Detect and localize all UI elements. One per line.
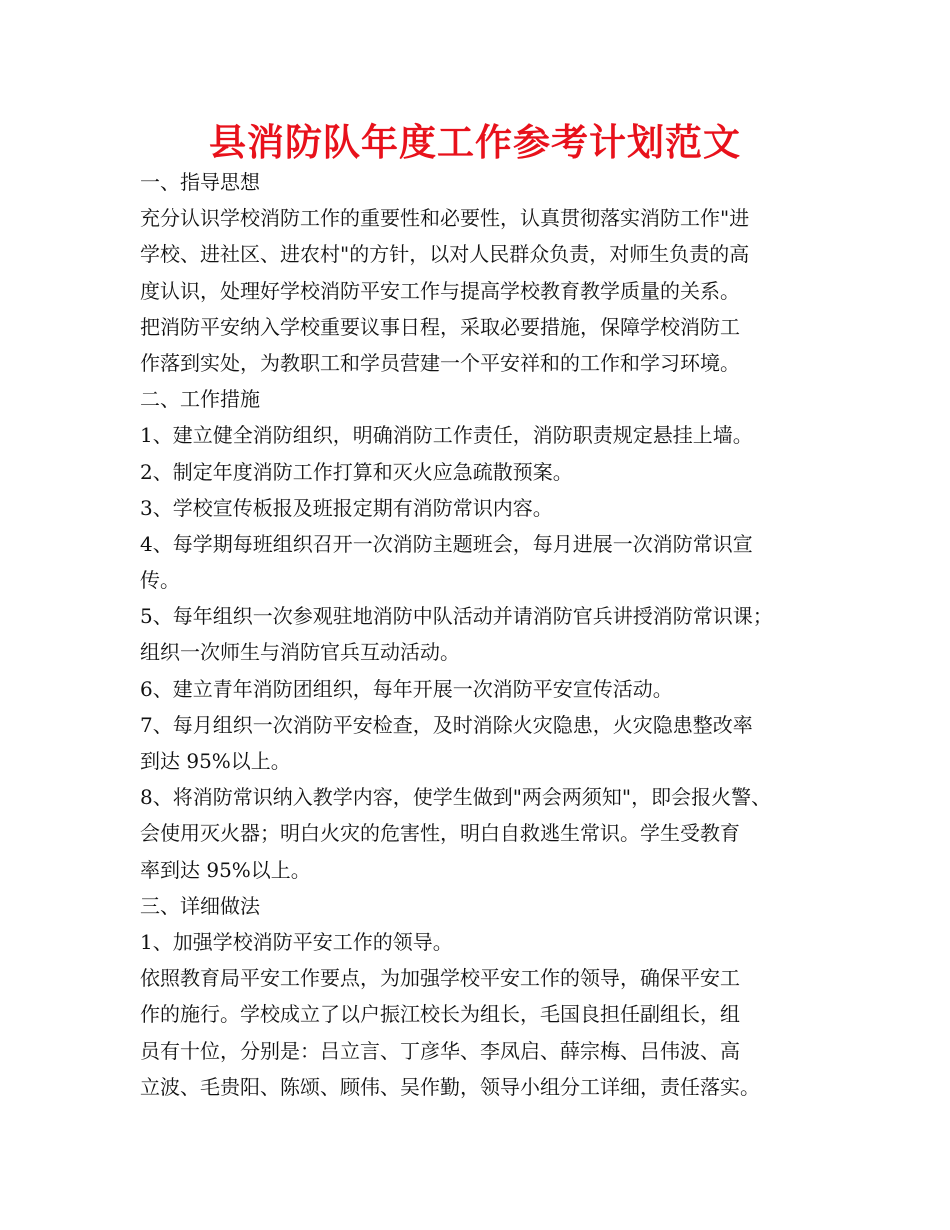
list-item-line: 2、制定年度消防工作打算和灭火应急疏散预案。 [140,459,573,484]
paragraph-line: 依照教育局平安工作要点，为加强学校平安工作的领导，确保平安工 [140,966,740,991]
list-item-line: 1、加强学校消防平安工作的领导。 [140,929,453,954]
list-item-line: 1、建立健全消防组织，明确消防工作责任，消防职责规定悬挂上墙。 [140,423,753,448]
list-item-line: 8、将消防常识纳入教学内容，使学生做到"两会两须知"，即会报火警、 [140,785,772,810]
paragraph-line: 充分认识学校消防工作的重要性和必要性，认真贯彻落实消防工作"进 [140,206,750,231]
section-heading-detailed-methods: 三、详细做法 [140,893,260,918]
section-heading-guiding-ideology: 一、指导思想 [140,170,260,194]
list-item-line: 率到达 95%以上。 [140,857,311,882]
paragraph-line: 学校、进社区、进农村"的方针，以对人民群众负责，对师生负责的高 [140,242,750,267]
list-item-line: 组织一次师生与消防官兵互动活动。 [140,640,460,665]
paragraph-line: 作的施行。学校成立了以户振江校长为组长，毛国良担任副组长，组 [140,1002,740,1027]
paragraph-line: 立波、毛贵阳、陈颂、顾伟、吴作勤，领导小组分工详细，责任落实。 [140,1074,760,1099]
paragraph-line: 度认识，处理好学校消防平安工作与提高学校教育教学质量的关系。 [140,278,740,303]
list-item-line: 传。 [140,568,180,593]
paragraph-line: 把消防平安纳入学校重要议事日程，采取必要措施，保障学校消防工 [140,314,740,339]
document-body [140,164,830,1105]
list-item-line: 3、学校宣传板报及班报定期有消防常识内容。 [140,495,553,520]
section-heading-work-measures: 二、工作措施 [140,387,260,412]
paragraph-line: 作落到实处，为教职工和学员营建一个平安祥和的工作和学习环境。 [140,350,740,375]
list-item-line: 6、建立青年消防团组织，每年开展一次消防平安宣传活动。 [140,676,673,701]
list-item-line: 7、每月组织一次消防平安检查，及时消除火灾隐患，火灾隐患整改率 [140,712,753,737]
document-title: 县消防队年度工作参考计划范文 [209,121,741,164]
list-item-line: 会使用灭火器；明白火灾的危害性，明白自救逃生常识。学生受教育 [140,821,740,846]
list-item-line: 4、每学期每班组织召开一次消防主题班会，每月进展一次消防常识宣 [140,531,753,556]
list-item-line: 到达 95%以上。 [140,749,291,773]
paragraph-line: 员有十位，分别是：吕立言、丁彦华、李凤启、薛宗梅、吕伟波、高 [140,1038,740,1063]
list-item-line: 5、每年组织一次参观驻地消防中队活动并请消防官兵讲授消防常识课； [140,604,773,629]
